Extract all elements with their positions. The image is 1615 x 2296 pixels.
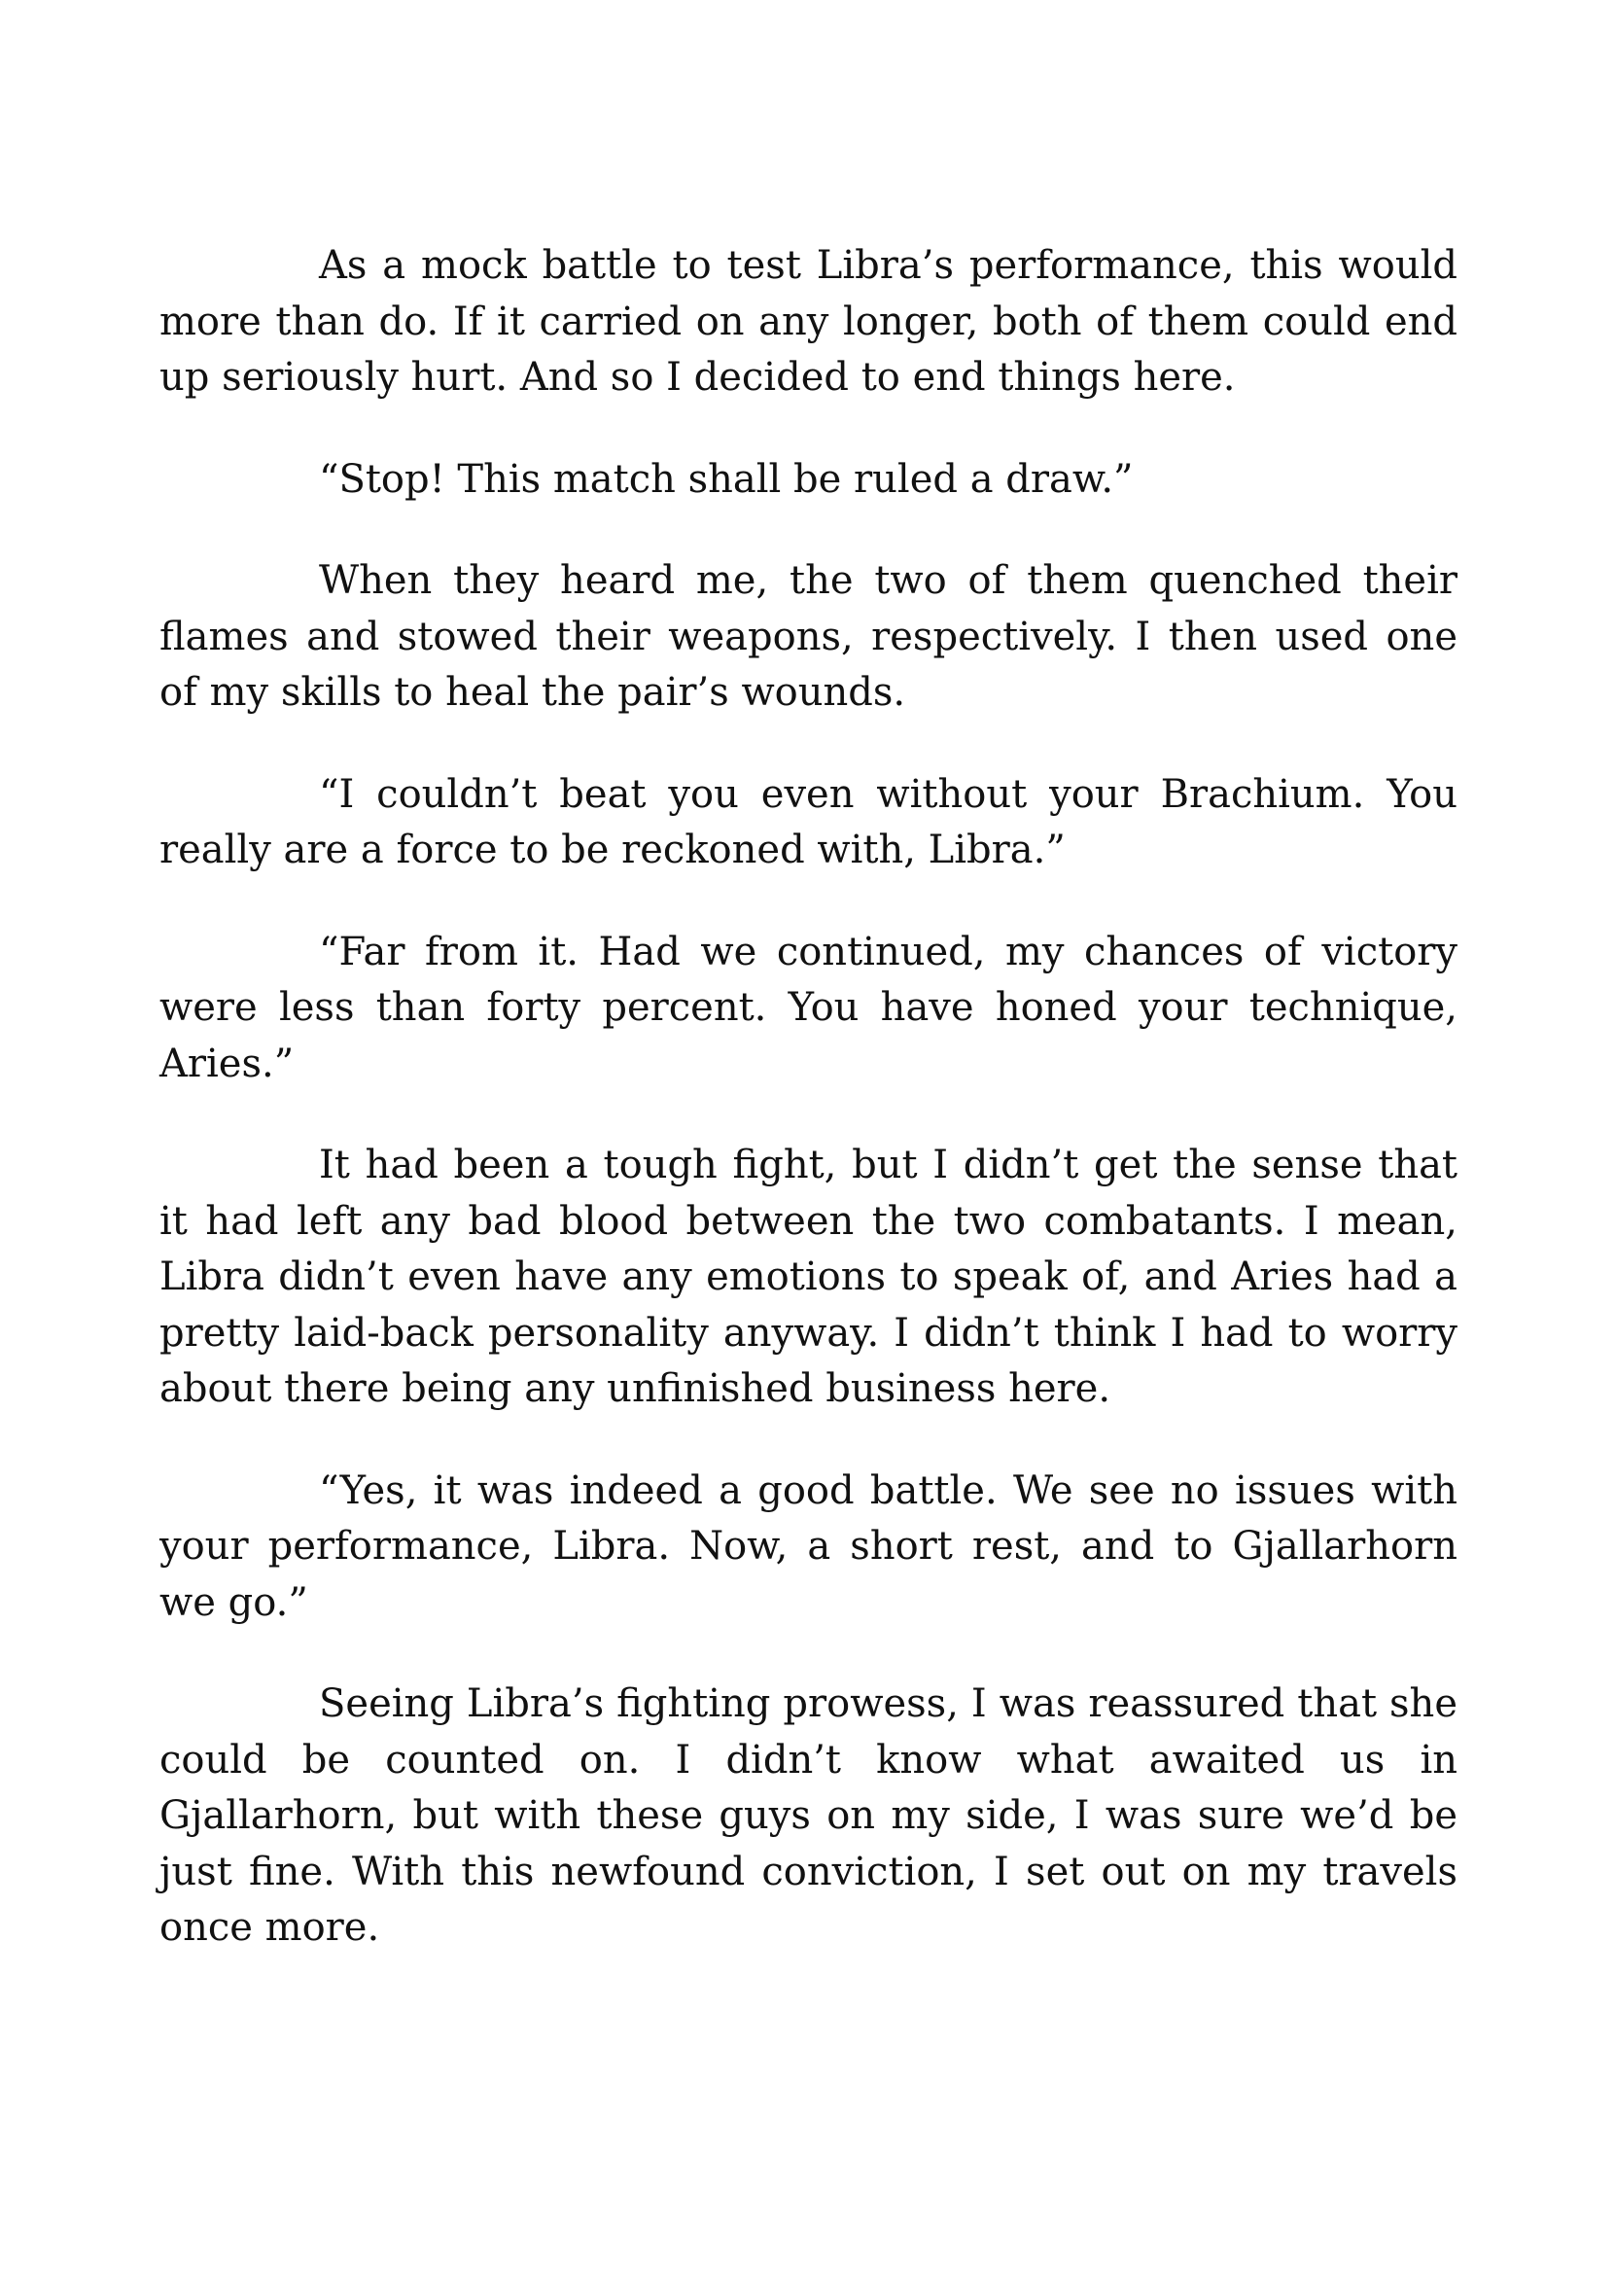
paragraph-2: “Stop! This match shall be ruled a draw.” [319, 456, 1134, 502]
paragraph-3: When they heard me, the two of them quenched their flames and stowed their weapons, respectively. I then used one of my skills to heal the pair’s wounds. [159, 558, 1457, 715]
paragraph-8: Seeing Libra’s fighting prowess, I was reassured that she could be counted on. I didn’t know what awaited us in Gjallarhorn, but with these guys on my side, I was sure we’d be just fine. With this newfound conviction, I set out on my travels once more. [159, 1681, 1457, 1950]
document-page [159, 238, 1457, 1957]
paragraph-5: “Far from it. Had we continued, my chances of victory were less than forty percent. You have honed your technique, Aries.” [159, 929, 1457, 1086]
paragraph-7: “Yes, it was indeed a good battle. We see no issues with your performance, Libra. Now, a short rest, and to Gjallarhorn we go.” [159, 1467, 1457, 1625]
paragraph-6: It had been a tough fight, but I didn’t get the sense that it had left any bad blood between the two combatants. I mean, Libra didn’t even have any emotions to speak of, and Aries had a pretty laid-back personality anyway. I didn’t think I had to worry about there being any unfinished business here. [159, 1143, 1457, 1411]
paragraph-4: “I couldn’t beat you even without your Brachium. You really are a force to be reckoned with, Libra.” [159, 771, 1457, 872]
paragraph-1: As a mock battle to test Libra’s performance, this would more than do. If it carried on any longer, both of them could end up seriously hurt. And so I decided to end things here. [159, 243, 1457, 400]
